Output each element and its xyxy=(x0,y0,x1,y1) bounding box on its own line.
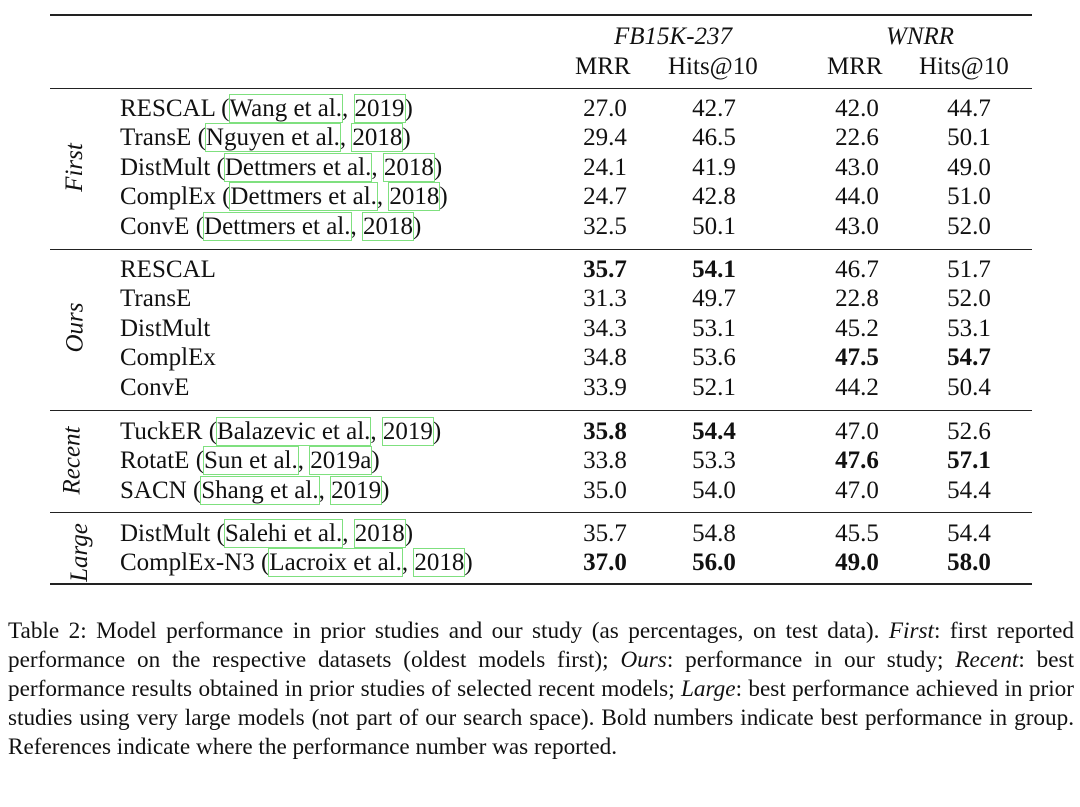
model-cell: ConvE (Dettmers et al., 2018) xyxy=(120,213,422,240)
hits-fb15k-cell: 46.5 xyxy=(692,124,736,151)
mrr-fb15k-cell: 34.3 xyxy=(583,315,627,342)
table-row xyxy=(0,123,1080,152)
hits-wnrr-cell: 54.4 xyxy=(947,477,991,504)
table-row xyxy=(0,417,1080,446)
mrr-wnrr-cell: 49.0 xyxy=(835,549,879,576)
mrr-fb15k-cell: 37.0 xyxy=(583,549,627,576)
mrr-wnrr-cell: 43.0 xyxy=(835,154,879,181)
citation-year-link[interactable]: 2018 xyxy=(389,183,440,210)
citation-year-link[interactable]: 2018 xyxy=(383,154,434,181)
hits-fb15k-cell: 50.1 xyxy=(692,213,736,240)
hits-wnrr-cell: 50.4 xyxy=(947,374,991,401)
group-rule-2 xyxy=(50,410,1032,411)
citation-link[interactable]: Nguyen et al. xyxy=(205,124,340,151)
citation-link[interactable]: Wang et al. xyxy=(229,95,343,122)
mrr-fb15k-cell: 35.7 xyxy=(583,256,627,283)
hits-fb15k-cell: 53.3 xyxy=(692,447,736,474)
mrr-fb15k-cell: 32.5 xyxy=(583,213,627,240)
hits-fb15k-cell: 53.6 xyxy=(692,344,736,371)
hits-fb15k-cell: 54.1 xyxy=(692,256,736,283)
hits-wnrr-cell: 57.1 xyxy=(947,447,991,474)
hits-fb15k-cell: 41.9 xyxy=(692,154,736,181)
citation-link[interactable]: Sun et al. xyxy=(204,447,298,474)
mrr-fb15k-cell: 24.7 xyxy=(583,183,627,210)
mrr-fb15k-cell: 27.0 xyxy=(583,95,627,122)
col-header-mrr-2: MRR xyxy=(827,53,883,80)
table-row xyxy=(0,446,1080,475)
hits-wnrr-cell: 53.1 xyxy=(947,315,991,342)
mrr-wnrr-cell: 45.2 xyxy=(835,315,879,342)
dataset-header-fb15k: FB15K-237 xyxy=(614,23,733,50)
group-label-ours: Ours xyxy=(61,302,89,353)
mrr-wnrr-cell: 42.0 xyxy=(835,95,879,122)
top-rule xyxy=(50,14,1032,16)
dataset-header-wnrr: WNRR xyxy=(886,23,955,50)
citation-year-link[interactable]: 2018 xyxy=(363,213,414,240)
model-cell: RESCAL xyxy=(120,256,216,283)
citation-year-link[interactable]: 2019a xyxy=(310,447,372,474)
table-row xyxy=(0,519,1080,548)
group-rule-1 xyxy=(50,249,1032,250)
citation-link[interactable]: Salehi et al. xyxy=(224,520,343,547)
hits-wnrr-cell: 54.4 xyxy=(947,520,991,547)
table-row xyxy=(0,182,1080,211)
hits-fb15k-cell: 54.4 xyxy=(692,418,736,445)
hits-wnrr-cell: 52.0 xyxy=(947,213,991,240)
citation-link[interactable]: Lacroix et al. xyxy=(269,549,402,576)
citation-link[interactable]: Shang et al. xyxy=(201,477,319,504)
mrr-wnrr-cell: 22.8 xyxy=(835,285,879,312)
citation-year-link[interactable]: 2018 xyxy=(414,549,465,576)
table-row xyxy=(0,212,1080,241)
citation-year-link[interactable]: 2019 xyxy=(354,95,405,122)
mrr-fb15k-cell: 29.4 xyxy=(583,124,627,151)
citation-link[interactable]: Balazevic et al. xyxy=(217,418,371,445)
citation-link[interactable]: Dettmers et al. xyxy=(224,154,372,181)
mrr-fb15k-cell: 34.8 xyxy=(583,344,627,371)
hits-fb15k-cell: 52.1 xyxy=(692,374,736,401)
citation-year-link[interactable]: 2019 xyxy=(382,418,433,445)
hits-wnrr-cell: 52.6 xyxy=(947,418,991,445)
citation-link[interactable]: Dettmers et al. xyxy=(204,213,351,240)
model-cell: ComplEx-N3 (Lacroix et al., 2018) xyxy=(120,549,473,576)
table-row xyxy=(0,476,1080,505)
mrr-fb15k-cell: 35.8 xyxy=(583,418,627,445)
model-cell: TransE xyxy=(120,285,192,312)
hits-wnrr-cell: 51.0 xyxy=(947,183,991,210)
table-row xyxy=(0,284,1080,313)
model-cell: SACN (Shang et al., 2019) xyxy=(120,477,390,504)
table-row xyxy=(0,314,1080,343)
bottom-rule xyxy=(50,583,1032,585)
hits-wnrr-cell: 44.7 xyxy=(947,95,991,122)
hits-wnrr-cell: 51.7 xyxy=(947,256,991,283)
table-row xyxy=(0,343,1080,372)
model-cell: DistMult (Dettmers et al., 2018) xyxy=(120,154,443,181)
table-row xyxy=(0,548,1080,577)
hits-wnrr-cell: 50.1 xyxy=(947,124,991,151)
group-label-large: Large xyxy=(65,523,93,582)
mrr-wnrr-cell: 46.7 xyxy=(835,256,879,283)
group-label-first: First xyxy=(60,143,88,192)
mrr-wnrr-cell: 47.5 xyxy=(835,344,879,371)
hits-fb15k-cell: 53.1 xyxy=(692,315,736,342)
citation-year-link[interactable]: 2018 xyxy=(354,520,405,547)
model-cell: RESCAL (Wang et al., 2019) xyxy=(120,95,413,122)
hits-wnrr-cell: 58.0 xyxy=(947,549,991,576)
mrr-wnrr-cell: 47.6 xyxy=(835,447,879,474)
model-cell: TransE (Nguyen et al., 2018) xyxy=(120,124,411,151)
mrr-wnrr-cell: 44.0 xyxy=(835,183,879,210)
group-label-recent: Recent xyxy=(58,426,86,495)
hits-fb15k-cell: 54.8 xyxy=(692,520,736,547)
mrr-wnrr-cell: 44.2 xyxy=(835,374,879,401)
hits-fb15k-cell: 42.7 xyxy=(692,95,736,122)
mrr-wnrr-cell: 43.0 xyxy=(835,213,879,240)
citation-year-link[interactable]: 2019 xyxy=(331,477,382,504)
hits-wnrr-cell: 49.0 xyxy=(947,154,991,181)
hits-fb15k-cell: 49.7 xyxy=(692,285,736,312)
table-row xyxy=(0,255,1080,284)
table-caption: Table 2: Model performance in prior studies and our study (as percentages, on test data). First: first reported performance on the respective datasets (oldest models first); Ours: performance in our study; Recent: best performance results obtained in prior studies of selected recent models; Large: best performance achieved in prior studies using very large models (not part of our search space). Bold numbers indicate best performance in group. References indicate where the performance number was reported. xyxy=(8,618,1075,760)
mrr-wnrr-cell: 22.6 xyxy=(835,124,879,151)
hits-fb15k-cell: 42.8 xyxy=(692,183,736,210)
hits-fb15k-cell: 54.0 xyxy=(692,477,736,504)
mrr-wnrr-cell: 47.0 xyxy=(835,418,879,445)
mrr-wnrr-cell: 47.0 xyxy=(835,477,879,504)
citation-year-link[interactable]: 2018 xyxy=(352,124,403,151)
table-row xyxy=(0,373,1080,402)
hits-wnrr-cell: 54.7 xyxy=(947,344,991,371)
hits-fb15k-cell: 56.0 xyxy=(692,549,736,576)
model-cell: ComplEx xyxy=(120,344,216,371)
header-rule xyxy=(50,88,1032,89)
col-header-mrr-1: MRR xyxy=(575,53,631,80)
model-cell: TuckER (Balazevic et al., 2019) xyxy=(120,418,442,445)
model-cell: ConvE xyxy=(120,374,190,401)
mrr-fb15k-cell: 35.7 xyxy=(583,520,627,547)
col-header-hits-2: Hits@10 xyxy=(919,53,1009,80)
hits-wnrr-cell: 52.0 xyxy=(947,285,991,312)
citation-link[interactable]: Dettmers et al. xyxy=(230,183,377,210)
mrr-fb15k-cell: 35.0 xyxy=(583,477,627,504)
model-cell: ComplEx (Dettmers et al., 2018) xyxy=(120,183,448,210)
model-cell: RotatE (Sun et al., 2019a) xyxy=(120,447,380,474)
table-row xyxy=(0,94,1080,123)
mrr-fb15k-cell: 33.9 xyxy=(583,374,627,401)
mrr-wnrr-cell: 45.5 xyxy=(835,520,879,547)
model-cell: DistMult (Salehi et al., 2018) xyxy=(120,520,414,547)
col-header-hits-1: Hits@10 xyxy=(668,53,758,80)
table-row xyxy=(0,153,1080,182)
mrr-fb15k-cell: 33.8 xyxy=(583,447,627,474)
model-cell: DistMult xyxy=(120,315,211,342)
mrr-fb15k-cell: 31.3 xyxy=(583,285,627,312)
mrr-fb15k-cell: 24.1 xyxy=(583,154,627,181)
group-rule-3 xyxy=(50,512,1032,513)
